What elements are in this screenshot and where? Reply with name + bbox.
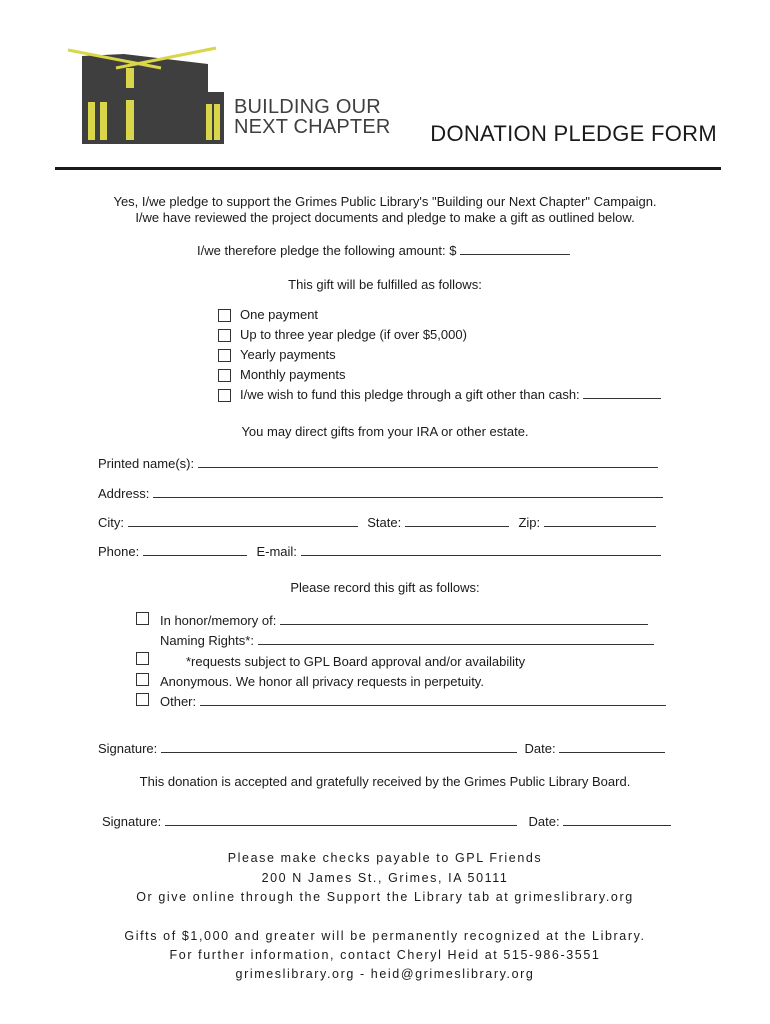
- date-donor-label: Date:: [524, 741, 556, 756]
- naming-field[interactable]: [258, 633, 654, 645]
- intro-line-1: Yes, I/we pledge to support the Grimes Public Library's "Building our Next Chapter" Campaign.: [113, 194, 657, 209]
- signature-donor-field[interactable]: [161, 741, 517, 753]
- printed-names-label: Printed name(s):: [98, 456, 195, 471]
- signature-board-row: [102, 814, 671, 829]
- footer-checks-payable: Please make checks payable to GPL Friends: [227, 851, 543, 865]
- zip-field[interactable]: [544, 515, 656, 527]
- honor-row: [160, 613, 648, 628]
- building-logo-icon: [66, 44, 226, 146]
- state-field[interactable]: [405, 515, 509, 527]
- state-label: State:: [367, 515, 402, 530]
- address-row: [98, 486, 663, 501]
- fulfill-label: This gift will be fulfilled as follows:: [288, 277, 482, 292]
- signature-donor-label: Signature:: [98, 741, 158, 756]
- other-label: Other:: [160, 694, 197, 709]
- checkbox-one-payment[interactable]: [218, 309, 231, 322]
- other-field[interactable]: [200, 694, 666, 706]
- option-one-payment: One payment: [240, 307, 319, 322]
- other-row: [160, 694, 666, 709]
- footer-online: Or give online through the Support the Library tab at grimeslibrary.org: [136, 890, 634, 904]
- address-label: Address:: [98, 486, 150, 501]
- email-label: E-mail:: [256, 544, 297, 559]
- checkbox-three-year[interactable]: [218, 329, 231, 342]
- option-monthly: Monthly payments: [240, 367, 346, 382]
- pledge-amount-row: [197, 243, 570, 258]
- honor-field[interactable]: [280, 613, 648, 625]
- logo-line-1: BUILDING OUR: [234, 96, 381, 118]
- footer-recognition: Gifts of $1,000 and greater will be permanently recognized at the Library.: [124, 929, 646, 943]
- honor-label: In honor/memory of:: [160, 613, 277, 628]
- printed-names-row: [98, 456, 658, 471]
- option-three-year: Up to three year pledge (if over $5,000): [240, 327, 467, 342]
- option-non-cash-row: [240, 387, 661, 402]
- phone-label: Phone:: [98, 544, 140, 559]
- date-donor-field[interactable]: [559, 741, 665, 753]
- pledge-amount-field[interactable]: [460, 243, 570, 255]
- checkbox-non-cash[interactable]: [218, 389, 231, 402]
- acceptance-statement: This donation is accepted and gratefully received by the Grimes Public Library Board.: [139, 774, 631, 789]
- pledge-amount-label: I/we therefore pledge the following amount: $: [197, 243, 457, 258]
- checkbox-honor[interactable]: [136, 612, 149, 625]
- city-state-zip-row: [98, 515, 656, 530]
- checkbox-naming[interactable]: [136, 652, 149, 665]
- naming-label: Naming Rights*:: [160, 633, 254, 648]
- naming-note: *requests subject to GPL Board approval and/or availability: [186, 654, 526, 669]
- date-board-field[interactable]: [563, 814, 671, 826]
- checkbox-yearly[interactable]: [218, 349, 231, 362]
- phone-email-row: [98, 544, 661, 559]
- ira-note: You may direct gifts from your IRA or other estate.: [241, 424, 529, 439]
- city-field[interactable]: [128, 515, 358, 527]
- phone-field[interactable]: [143, 544, 247, 556]
- naming-row: [160, 633, 654, 648]
- logo-line-2: NEXT CHAPTER: [234, 116, 391, 138]
- footer-contact: For further information, contact Cheryl Heid at 515-986-3551: [169, 948, 601, 962]
- zip-label: Zip:: [518, 515, 541, 530]
- footer-address: 200 N James St., Grimes, IA 50111: [261, 871, 509, 885]
- printed-names-field[interactable]: [198, 456, 658, 468]
- date-board-label: Date:: [528, 814, 560, 829]
- anonymous-label: Anonymous. We honor all privacy requests in perpetuity.: [160, 674, 484, 689]
- checkbox-monthly[interactable]: [218, 369, 231, 382]
- record-label: Please record this gift as follows:: [290, 580, 480, 595]
- non-cash-field[interactable]: [583, 387, 661, 399]
- header-divider: [55, 167, 721, 170]
- city-label: City:: [98, 515, 124, 530]
- option-non-cash: I/we wish to fund this pledge through a gift other than cash:: [240, 387, 580, 402]
- logo-wordmark: [234, 97, 391, 137]
- signature-board-label: Signature:: [102, 814, 162, 829]
- email-field[interactable]: [301, 544, 661, 556]
- checkbox-other[interactable]: [136, 693, 149, 706]
- footer-web-email: grimeslibrary.org - heid@grimeslibrary.org: [235, 967, 535, 981]
- signature-board-field[interactable]: [165, 814, 517, 826]
- form-title: DONATION PLEDGE FORM: [430, 121, 717, 146]
- option-yearly: Yearly payments: [240, 347, 336, 362]
- address-field[interactable]: [153, 486, 663, 498]
- signature-donor-row: [98, 741, 665, 756]
- checkbox-anonymous[interactable]: [136, 673, 149, 686]
- intro-line-2: I/we have reviewed the project documents and pledge to make a gift as outlined below.: [135, 210, 635, 225]
